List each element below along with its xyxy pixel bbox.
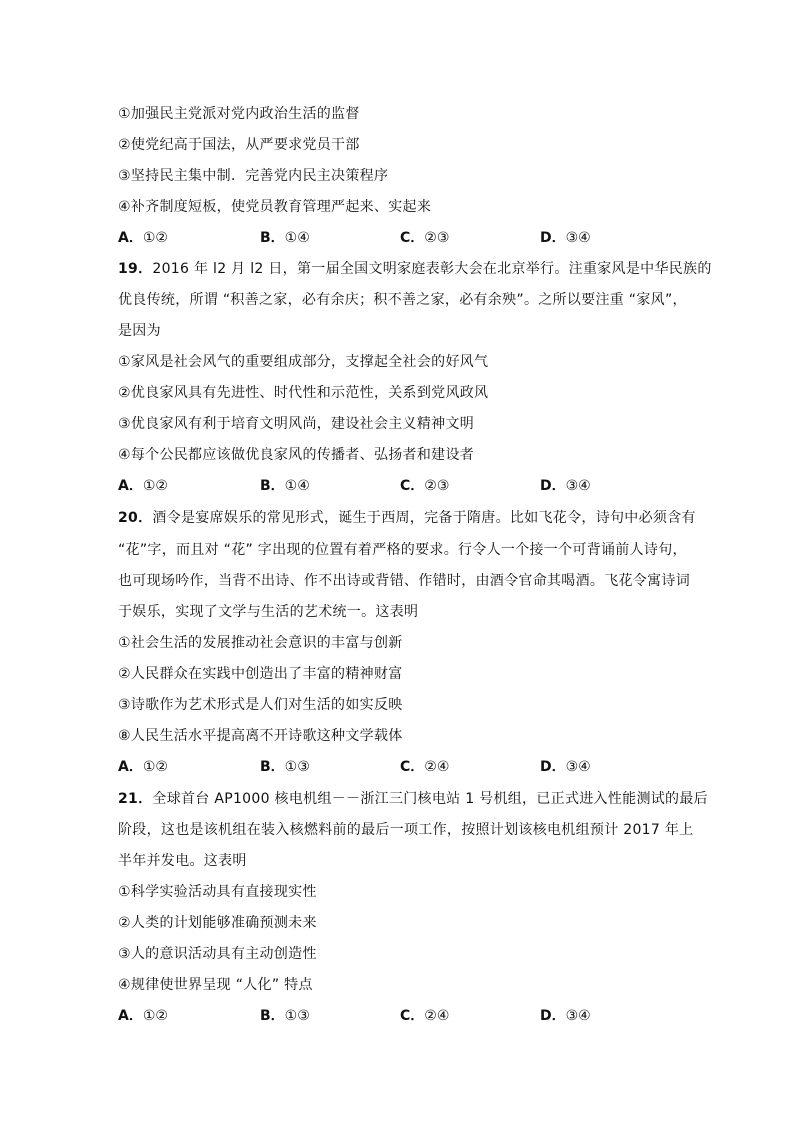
q18-option-c: C．②③	[400, 230, 450, 246]
q19-stem-line-3: 是因为	[118, 323, 161, 339]
q18-statement-4: ④补齐制度短板，使党员教育管理严起来、实起来	[118, 199, 432, 215]
q21-option-b: B．①③	[260, 1008, 310, 1024]
q18-statement-2: ②使党纪高于国法，从严要求党员干部	[118, 137, 360, 153]
q18-option-d: D．③④	[540, 230, 591, 246]
q20-option-b: B．①③	[260, 759, 310, 775]
q21-option-d: D．③④	[540, 1008, 591, 1024]
q19-option-c: C．②③	[400, 478, 450, 494]
q20-statement-3: ③诗歌作为艺术形式是人们对生活的如实反映	[118, 697, 403, 713]
q20-options	[118, 757, 678, 777]
q20-statement-4: ⑧人民生活水平提高离不开诗歌这种文学载体	[118, 728, 403, 744]
q18-statement-3: ③坚持民主集中制．完善党内民主决策程序	[118, 168, 389, 184]
q18-option-a: A．①②	[118, 230, 168, 246]
q20-option-c: C．②④	[400, 759, 450, 775]
q19-options	[118, 476, 678, 496]
q20-stem-line-4: 于娱乐，实现了文学与生活的艺术统一。这表明	[118, 604, 419, 620]
q21-statement-2: ②人类的计划能够准确预测未来	[118, 915, 317, 931]
q21-stem-line-2: 阶段，这也是该机组在装入核燃料前的最后一项工作，按照计划该核电机组预计 2017 年上	[118, 822, 694, 838]
q21-option-a: A．①②	[118, 1008, 168, 1024]
q20-option-a: A．①②	[118, 759, 168, 775]
q19-statement-4: ④每个公民都应该做优良家风的传播者、弘扬者和建设者	[118, 447, 475, 463]
q21-stem-line-1: 21．全球首台 AP1000 核电机组－－浙江三门核电站 1 号机组，已正式进入性能测试的最后	[118, 791, 708, 807]
q20-stem-line-3: 也可现场吟作，当背不出诗、作不出诗或背错、作错时，由酒令官命其喝酒。飞花令寓诗词	[118, 573, 690, 589]
q20-statement-2: ②人民群众在实践中创造出了丰富的精神财富	[118, 666, 403, 682]
q19-stem-line-2: 优良传统，所谓 “积善之家，必有余庆；积不善之家，必有余殃”。之所以要注重 “家风”，	[118, 292, 687, 308]
q21-statement-3: ③人的意识活动具有主动创造性	[118, 946, 317, 962]
q21-number: 21．	[118, 791, 153, 807]
q21-stem-line-3: 半年并发电。这表明	[118, 853, 247, 869]
q21-statement-1: ①科学实验活动具有直接现实性	[118, 884, 317, 900]
q18-options	[118, 228, 678, 248]
q19-option-b: B．①④	[260, 478, 310, 494]
q19-statement-3: ③优良家风有利于培育文明风尚，建设社会主义精神文明	[118, 416, 475, 432]
q19-statement-1: ①家风是社会风气的重要组成部分，支撑起全社会的好风气	[118, 354, 489, 370]
q19-statement-2: ②优良家风具有先进性、时代性和示范性，关系到党风政风	[118, 385, 489, 401]
q20-stem-line-1: 20．酒令是宴席娱乐的常见形式，诞生于西周，完备于隋唐。比如飞花令，诗句中必须含有	[118, 510, 696, 526]
q20-statement-1: ①社会生活的发展推动社会意识的丰富与创新	[118, 635, 403, 651]
q18-statement-1: ①加强民主党派对党内政治生活的监督	[118, 106, 360, 122]
q19-number: 19．	[118, 261, 153, 277]
q20-option-d: D．③④	[540, 759, 591, 775]
q21-options	[118, 1006, 678, 1026]
q20-stem-line-2: “花”字，而且对 “花” 字出现的位置有着严格的要求。行令人一个接一个可背诵前人诗句，	[118, 542, 687, 558]
q20-number: 20．	[118, 510, 153, 526]
q21-statement-4: ④规律使世界呈现 “人化” 特点	[118, 977, 313, 993]
q19-option-d: D．③④	[540, 478, 591, 494]
q18-option-b: B．①④	[260, 230, 310, 246]
q19-option-a: A．①②	[118, 478, 168, 494]
q19-stem-line-1: 19．2016 年 l2 月 l2 日，第一届全国文明家庭表彰大会在北京举行。注重家风是中华民族的	[118, 261, 712, 277]
q21-option-c: C．②④	[400, 1008, 450, 1024]
